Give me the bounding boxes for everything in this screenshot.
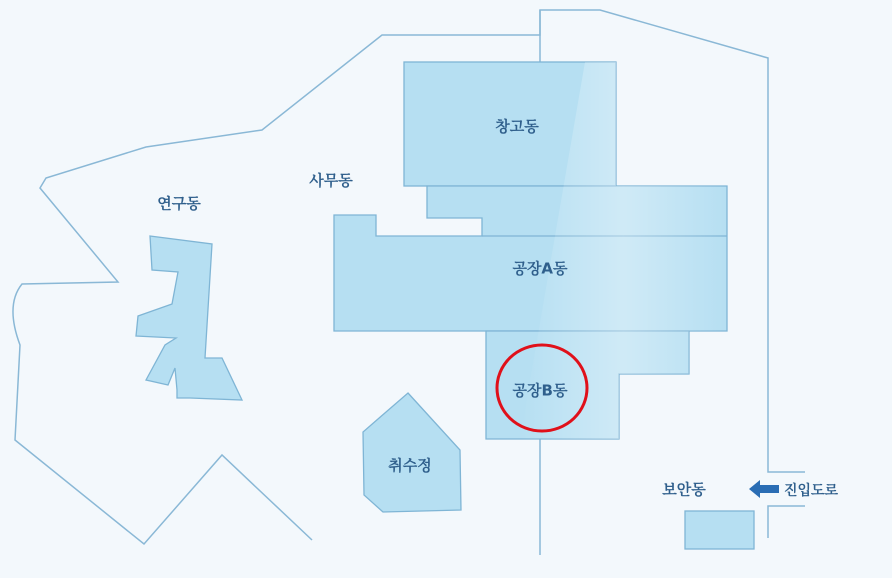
water-intake-label: 취수정	[388, 456, 432, 475]
research-label: 연구동	[157, 194, 201, 213]
water-intake-building[interactable]	[363, 393, 461, 512]
entrance-road-label: 진입도로	[783, 483, 839, 499]
site-boundary-east	[768, 506, 805, 538]
entrance-arrow-icon	[749, 480, 779, 498]
factory-a-label: 공장A동	[512, 259, 568, 278]
security-label: 보안동	[662, 480, 706, 499]
security-building[interactable]	[685, 511, 754, 549]
factory-b-label: 공장B동	[512, 381, 568, 400]
warehouse-label: 창고동	[495, 117, 539, 136]
research-building[interactable]	[136, 236, 242, 400]
office-label: 사무동	[309, 171, 353, 190]
